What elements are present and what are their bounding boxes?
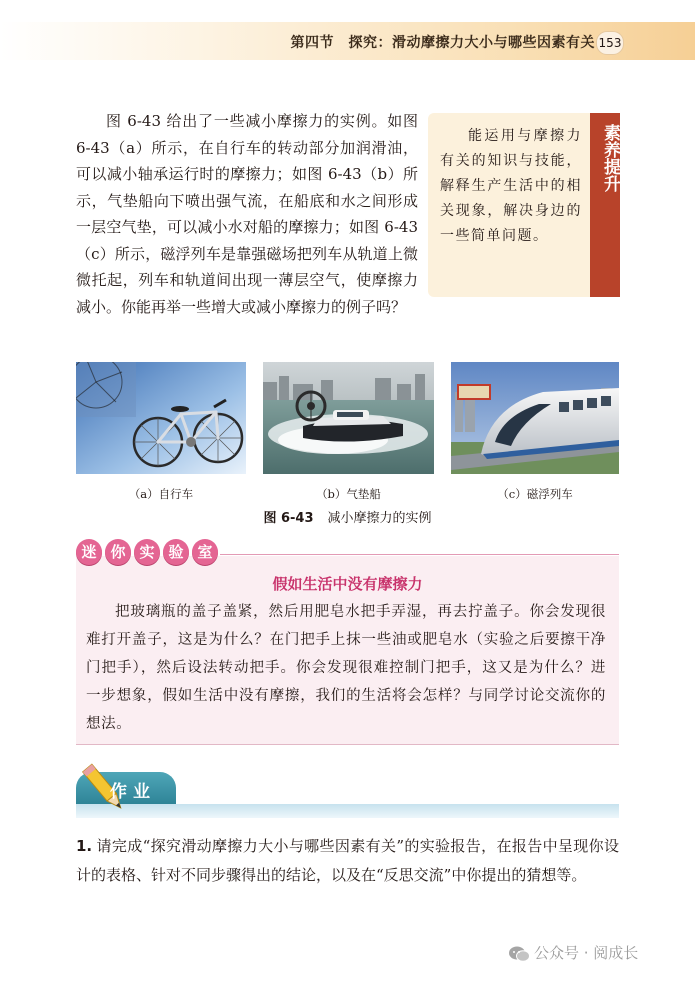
mini-lab-badge-char: 你 xyxy=(105,539,131,565)
homework-band xyxy=(76,804,619,818)
figure-number: 图 6-43 xyxy=(263,511,314,526)
homework-item-number: 1. xyxy=(76,837,93,855)
mini-lab-badge-char: 验 xyxy=(163,539,189,565)
main-paragraph-text: 图 6-43 给出了一些减小摩擦力的实例。如图 6-43（a）所示，在自行车的转动部分加润滑油，可以减小轴承运行时的摩擦力；如图 6-43（b）所示，气垫船向下喷出强气流，在船底和水之间形成一层空气垫，可以减小水对船的摩擦力；如图 6-43（c）所示，磁浮列车是靠强磁场把列车从轨道上微微托起，列车和轨道间出现一薄层空气，使摩擦力减小。你能再举一些增大或减小摩擦力的例子吗？ xyxy=(76,112,418,316)
mini-lab-text-block xyxy=(86,598,606,738)
section-title: 第四节 探究：滑动摩擦力大小与哪些因素有关 xyxy=(290,35,595,51)
figure-title: 减小摩擦力的实例 xyxy=(327,511,432,526)
competency-note-text: 能运用与摩擦力有关的知识与技能，解释生产生活中的相关现象，解决身边的一些简单问题。 xyxy=(440,128,582,244)
watermark-text: 公众号 · 阅成长 xyxy=(534,944,639,962)
main-paragraph xyxy=(76,108,418,320)
caption-a: （a）自行车 xyxy=(128,487,194,501)
caption-c: （c）磁浮列车 xyxy=(497,487,573,501)
mini-lab-divider xyxy=(220,554,619,555)
homework-item xyxy=(76,832,619,890)
homework-label: 作业 xyxy=(110,782,156,802)
homework-item-text: 请完成“探究滑动摩擦力大小与哪些因素有关”的实验报告，在报告中呈现你设计的表格、针对不同步骤得出的结论，以及在“反思交流”中你提出的猜想等。 xyxy=(76,837,619,884)
hovercraft-photo xyxy=(263,362,434,474)
wechat-icon xyxy=(508,945,530,967)
figure-caption xyxy=(0,507,695,526)
mini-lab-badge-char: 室 xyxy=(192,539,218,565)
mini-lab-badge-char: 迷 xyxy=(76,539,102,565)
mini-lab-text: 把玻璃瓶的盖子盖紧，然后用肥皂水把手弄湿，再去拧盖子。你会发现很难打开盖子，这是为什么？在门把手上抹一些油或肥皂水（实验之后要擦干净门把手），然后设法转动把手。你会发现很难控制门把手，这又是为什么？进一步想象，假如生活中没有摩擦，我们的生活将会怎样？与同学讨论交流你的想法。 xyxy=(86,604,606,732)
caption-b: （b）气垫船 xyxy=(316,487,381,501)
maglev-train-photo xyxy=(451,362,619,474)
page-number: 153 xyxy=(596,31,624,55)
mini-lab-title: 假如生活中没有摩擦力 xyxy=(272,575,423,593)
mini-lab-badge-char: 实 xyxy=(134,539,160,565)
bicycle-photo xyxy=(76,362,246,474)
mini-lab-badge xyxy=(76,539,221,569)
competency-note xyxy=(440,124,582,249)
competency-tab-label: 素养提升 xyxy=(600,124,620,192)
